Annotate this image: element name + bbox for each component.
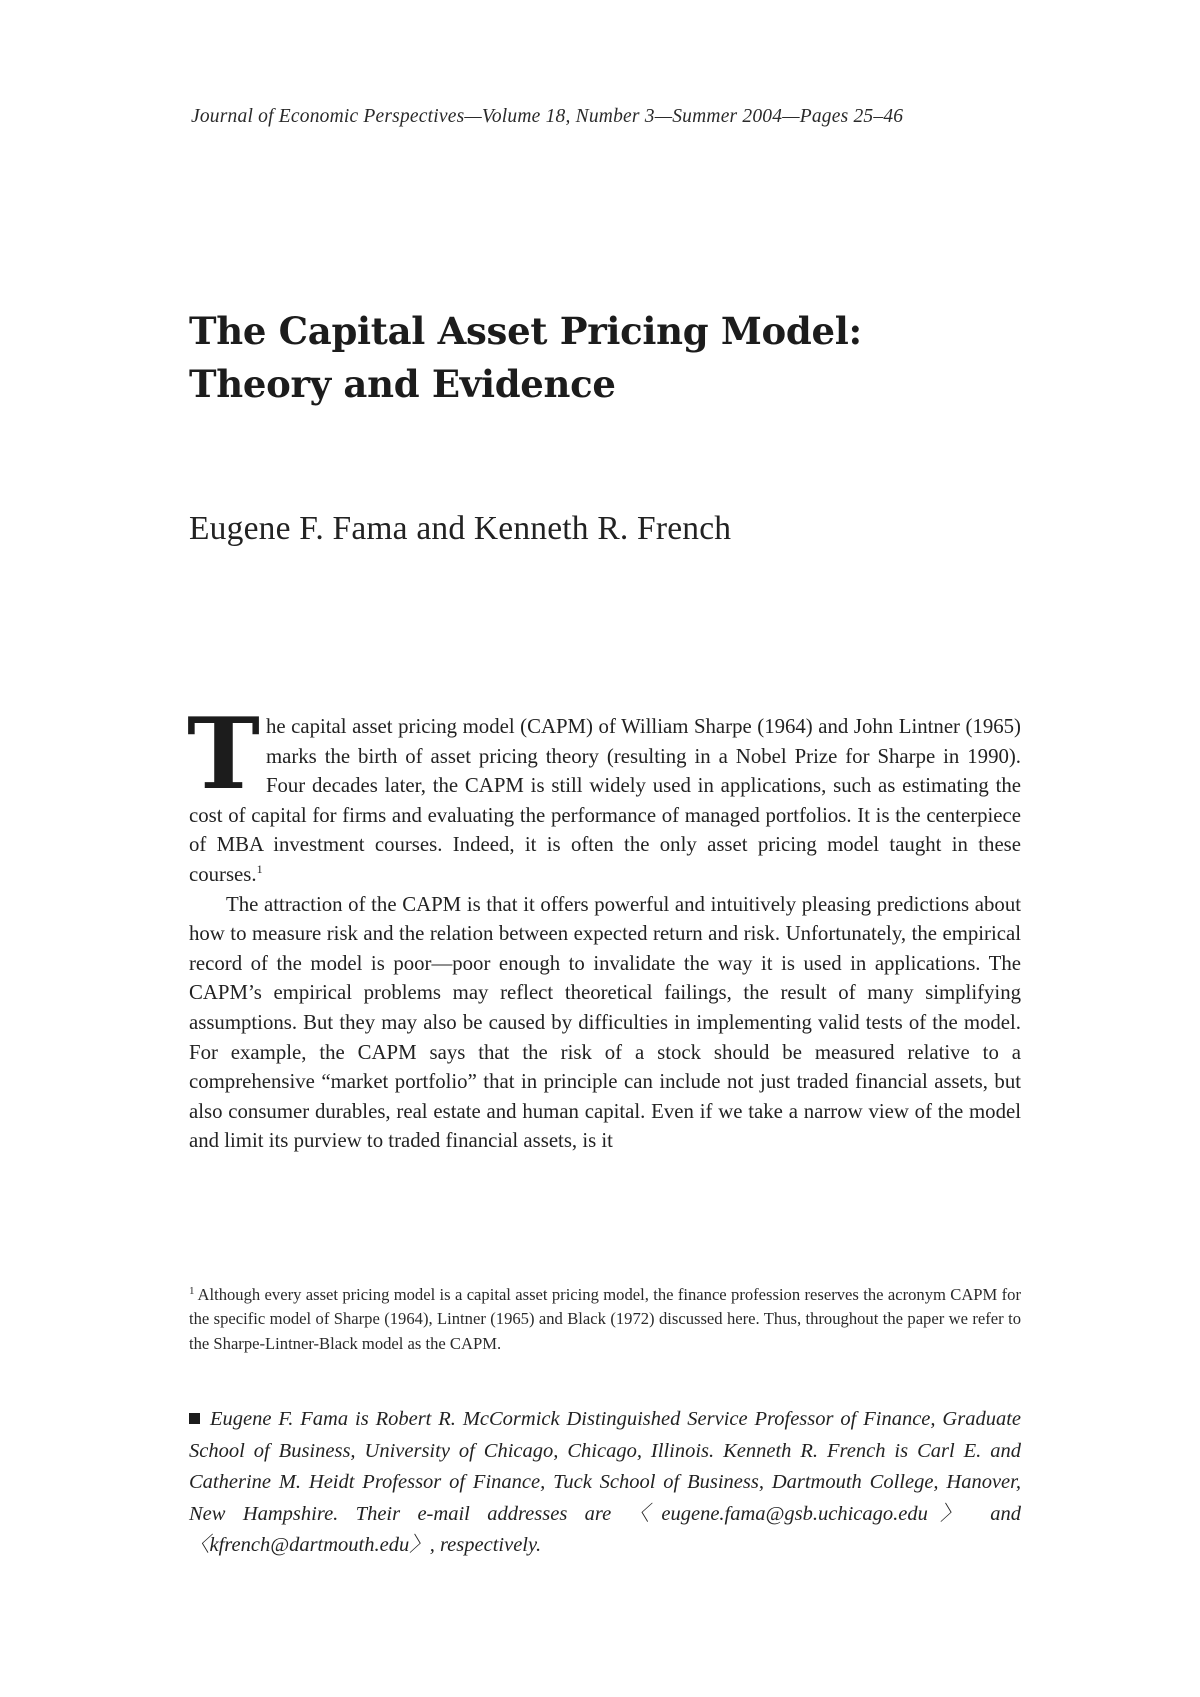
article-body: [187, 697, 1021, 1156]
article-title: [189, 305, 1019, 411]
drop-cap: T: [187, 697, 260, 812]
square-bullet-icon: [189, 1413, 200, 1424]
article-title-line-1: The Capital Asset Pricing Model:: [189, 309, 862, 353]
footnote-text: Although every asset pricing model is a capital asset pricing model, the finance profession reserves the acronym CAPM for the specific model of Sharpe (1964), Lintner (1965) and Black (1972) discussed here. Thus, throughout the paper we refer to the Sharpe-Lintner-Black model as the CAPM.: [189, 1285, 1021, 1353]
author-affiliation-text: Eugene F. Fama is Robert R. McCormick Distinguished Service Professor of Finance, Graduate School of Business, University of Chicago, Chicago, Illinois. Kenneth R. French is Carl E. and Catherine M. Heidt Professor of Finance, Tuck School of Business, Dartmouth College, Hanover, New Hampshire. Their e-mail addresses are 〈eugene.fama@gsb.uchicago.edu〉 and 〈kfrench@dartmouth.edu〉, respectively.: [189, 1408, 1021, 1557]
body-paragraph-1-text: he capital asset pricing model (CAPM) of William Sharpe (1964) and John Lintner (1965) marks the birth of asset pricing theory (resulting in a Nobel Prize for Sharpe in 1990). Four decades later, the CAPM is still widely used in applications, such as estimating the cost of capital for firms and evaluating the performance of managed portfolios. It is the centerpiece of MBA investment courses. Indeed, it is often the only asset pricing model taught in these courses.: [189, 715, 1021, 886]
footnote-marker: 1: [189, 1285, 195, 1297]
footnote-reference[interactable]: 1: [256, 861, 263, 876]
body-paragraph-2: The attraction of the CAPM is that it offers powerful and intuitively pleasing predictions about how to measure risk and the relation between expected return and risk. Unfortunately, the empirical record of the model is poor—poor enough to invalidate the way it is used in applications. The CAPM’s empirical problems may reflect theoretical failings, the result of many simplifying assumptions. But they may also be caused by difficulties in implementing valid tests of the model. For example, the CAPM says that the risk of a stock should be measured relative to a comprehensive “market portfolio” that in principle can include not just traded financial assets, but also consumer durables, real estate and human capital. Even if we take a narrow view of the model and limit its purview to traded financial assets, is it: [189, 892, 1021, 1153]
author-affiliation-note: [189, 1404, 1021, 1562]
body-paragraph-1: [187, 697, 1021, 890]
running-head: Journal of Economic Perspectives—Volume 18, Number 3—Summer 2004—Pages 25–46: [191, 106, 904, 127]
article-authors: Eugene F. Fama and Kenneth R. French: [189, 510, 732, 547]
footnote: [189, 1283, 1021, 1356]
article-title-line-2: Theory and Evidence: [189, 362, 616, 406]
